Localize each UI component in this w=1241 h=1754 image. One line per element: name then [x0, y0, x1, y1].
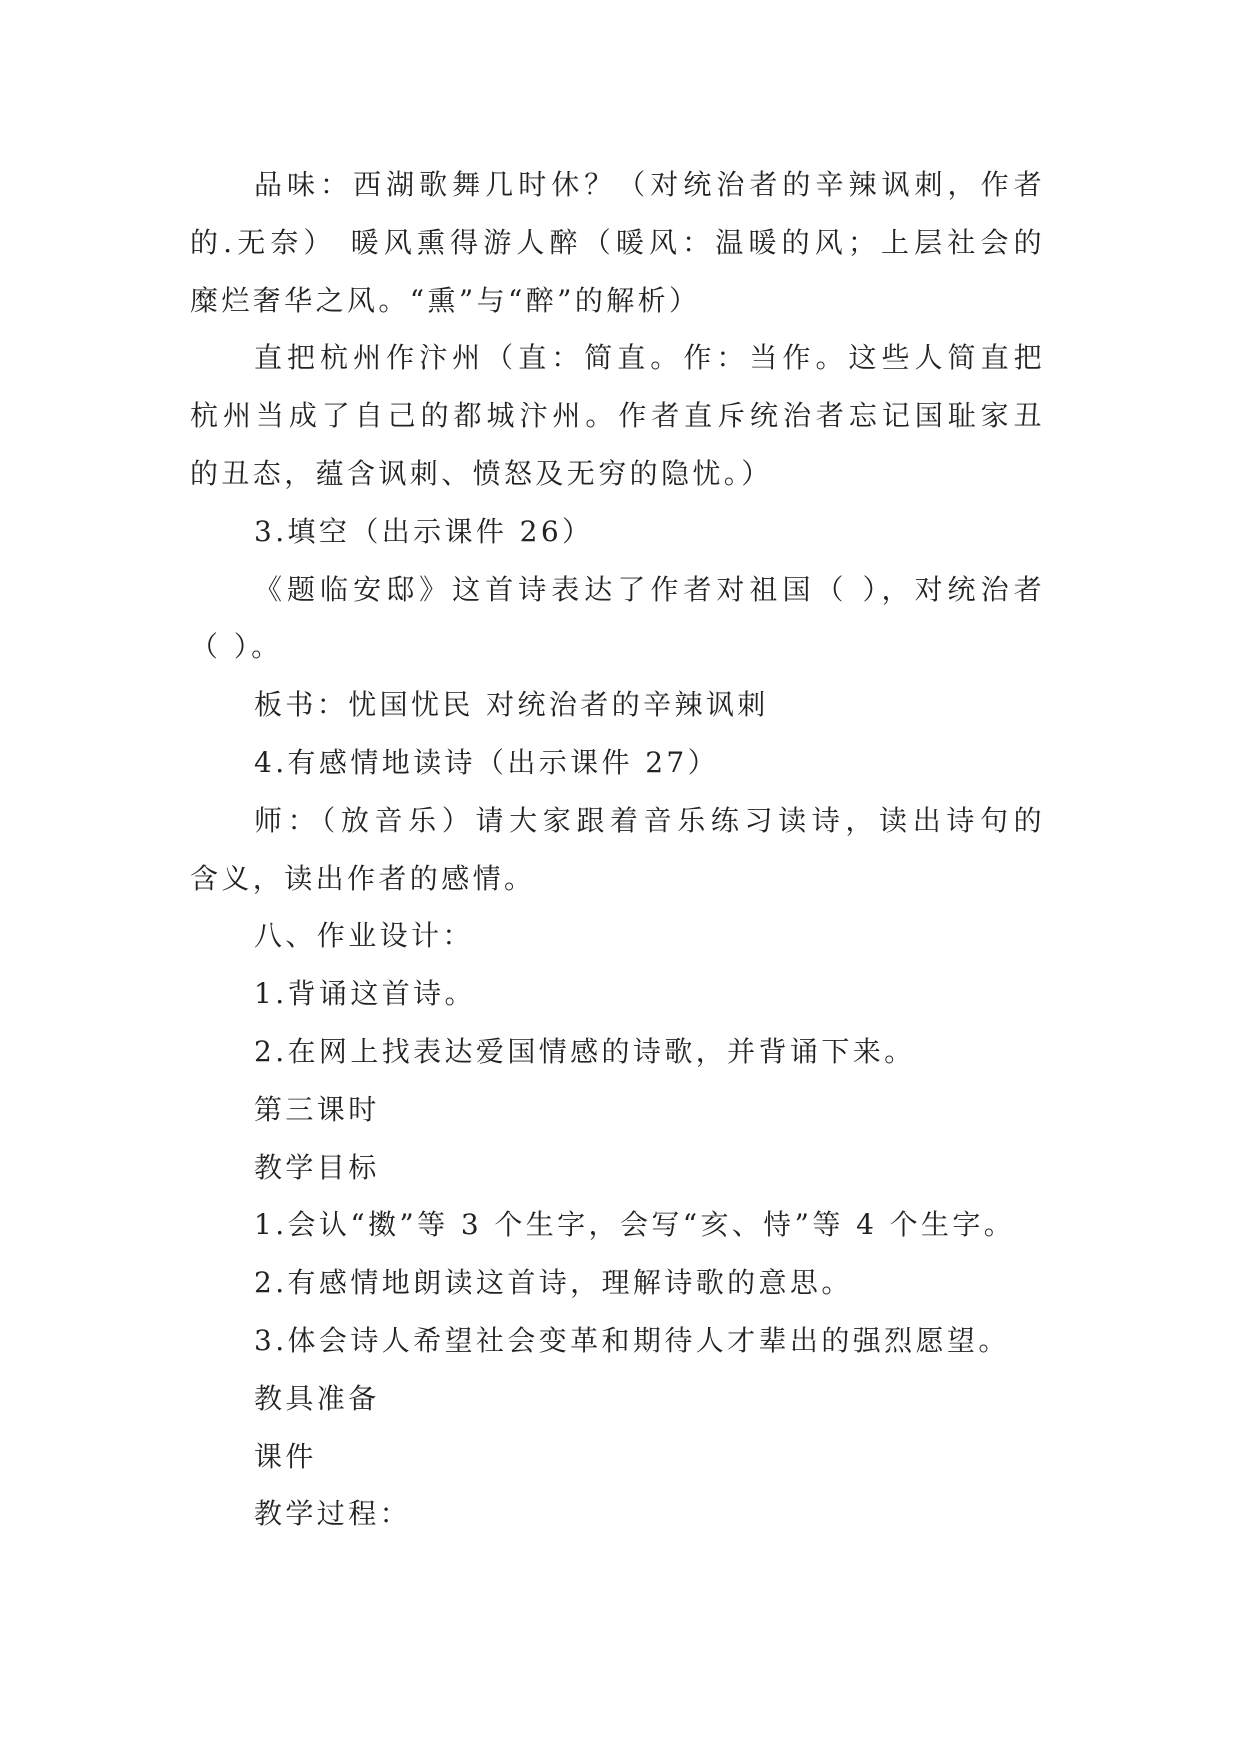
- text-line: 《题临安邸》这首诗表达了作者对祖国（ ），对统治者: [254, 572, 1045, 606]
- text-line: 教学目标: [254, 1150, 380, 1184]
- text-line: 1.会认“擞”等 3 个生字，会写“亥、恃”等 4 个生字。: [254, 1208, 1016, 1242]
- text-line: 含义，读出作者的感情。: [190, 861, 536, 895]
- section-heading-materials: [190, 1370, 1045, 1428]
- text-line: 2.在网上找表达爱国情感的诗歌，并背诵下来。: [254, 1034, 916, 1068]
- paragraph-savoring-poem: [190, 156, 1045, 329]
- blackboard-note: [190, 676, 1045, 734]
- text-line: 的丑态，蕴含讽刺、愤怒及无穷的隐忧。）: [190, 456, 773, 490]
- section-heading-objectives: [190, 1139, 1045, 1197]
- objective-item: [190, 1312, 1045, 1370]
- text-line: 第三课时: [254, 1092, 380, 1126]
- objective-item: [190, 1254, 1045, 1312]
- step-fill-blank: [190, 503, 1045, 561]
- step-read-aloud: [190, 734, 1045, 792]
- paragraph-line-explanation: [190, 329, 1045, 502]
- text-line: 杭州当成了自己的都城汴州。作者直斥统治者忘记国耻家丑: [190, 399, 1045, 433]
- section-heading-homework: [190, 907, 1045, 965]
- text-line: 的.无奈） 暖风熏得游人醉（暖风：温暖的风；上层社会的: [190, 225, 1045, 259]
- homework-item: [190, 1023, 1045, 1081]
- text-line: 教学过程：: [254, 1497, 412, 1531]
- section-heading-third-lesson: [190, 1081, 1045, 1139]
- section-heading-process: [190, 1485, 1045, 1543]
- text-line: 1.背诵这首诗。: [254, 977, 476, 1011]
- materials-item: [190, 1428, 1045, 1486]
- text-line: 糜烂奢华之风。“熏”与“醉”的解析）: [190, 283, 701, 317]
- fill-blank-question: [190, 561, 1045, 677]
- text-line: 直把杭州作汴州（直：简直。作：当作。这些人简直把: [254, 341, 1045, 375]
- objective-item: [190, 1196, 1045, 1254]
- text-line: 3.体会诗人希望社会变革和期待人才辈出的强烈愿望。: [254, 1323, 1010, 1357]
- text-line: 板书：忧国忧民 对统治者的辛辣讽刺: [254, 688, 769, 722]
- text-line: 八、作业设计：: [254, 919, 474, 953]
- text-line: 师：（放音乐）请大家跟着音乐练习读诗，读出诗句的: [254, 803, 1045, 837]
- text-line: 课件: [254, 1439, 317, 1473]
- text-line: 4.有感情地读诗（出示课件 27）: [254, 745, 720, 779]
- teacher-instruction: [190, 792, 1045, 908]
- text-line: （ ）。: [190, 630, 283, 664]
- text-line: 3.填空（出示课件 26）: [254, 514, 594, 548]
- homework-item: [190, 965, 1045, 1023]
- text-line: 教具准备: [254, 1381, 380, 1415]
- document-body: [190, 156, 1045, 1543]
- text-line: 品味：西湖歌舞几时休？（对统治者的辛辣讽刺，作者: [254, 168, 1045, 201]
- text-line: 2.有感情地朗读这首诗，理解诗歌的意思。: [254, 1266, 853, 1300]
